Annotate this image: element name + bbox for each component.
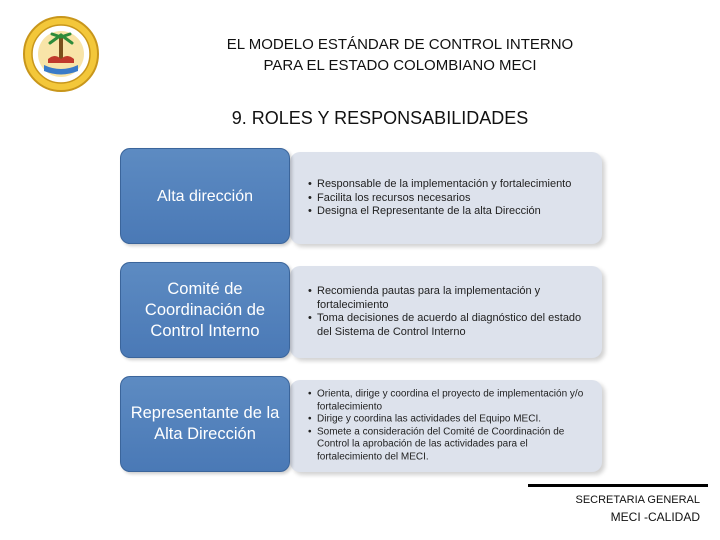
footer-subtitle: MECI -CALIDAD — [610, 510, 700, 524]
responsibility-item: • Toma decisiones de acuerdo al diagnóstico del estado del Sistema de Control Interno — [308, 312, 590, 339]
role-label: Alta dirección — [120, 148, 290, 244]
role-responsibilities-card — [290, 380, 602, 472]
section-title: 9. ROLES Y RESPONSABILIDADES — [231, 108, 529, 128]
responsibility-list — [308, 178, 590, 219]
responsibility-list — [308, 285, 590, 339]
header-title-line1: EL MODELO ESTÁNDAR DE CONTROL INTERNO — [226, 36, 574, 53]
department-seal-icon — [22, 15, 100, 93]
role-block-representante — [120, 376, 602, 472]
responsibility-item: • Designa el Representante de la alta Dirección — [308, 205, 590, 219]
role-responsibilities-card — [290, 266, 602, 358]
footer-department: SECRETARIA GENERAL — [575, 494, 700, 506]
responsibility-list — [308, 389, 590, 464]
responsibility-item: • Recomienda pautas para la implementación y fortalecimiento — [308, 285, 590, 312]
role-block-alta-direccion — [120, 148, 602, 244]
role-block-comite — [120, 262, 602, 358]
responsibility-item: • Dirige y coordina las actividades del Equipo MECI. — [308, 414, 590, 427]
role-label: Comité de Coordinación de Control Interno — [120, 262, 290, 358]
responsibility-item: • Somete a consideración del Comité de Coordinación de Control la aprobación de las actividades para el fortalecimiento del MECI. — [308, 426, 590, 464]
footer-divider — [528, 484, 708, 487]
responsibility-item: • Orienta, dirige y coordina el proyecto de implementación y/o fortalecimiento — [308, 389, 590, 414]
header-title-line2: PARA EL ESTADO COLOMBIANO MECI — [263, 57, 537, 74]
role-label: Representante de la Alta Dirección — [120, 376, 290, 472]
header-title — [180, 34, 620, 76]
role-responsibilities-card — [290, 152, 602, 244]
responsibility-item: • Facilita los recursos necesarios — [308, 191, 590, 205]
responsibility-item: • Responsable de la implementación y fortalecimiento — [308, 178, 590, 192]
